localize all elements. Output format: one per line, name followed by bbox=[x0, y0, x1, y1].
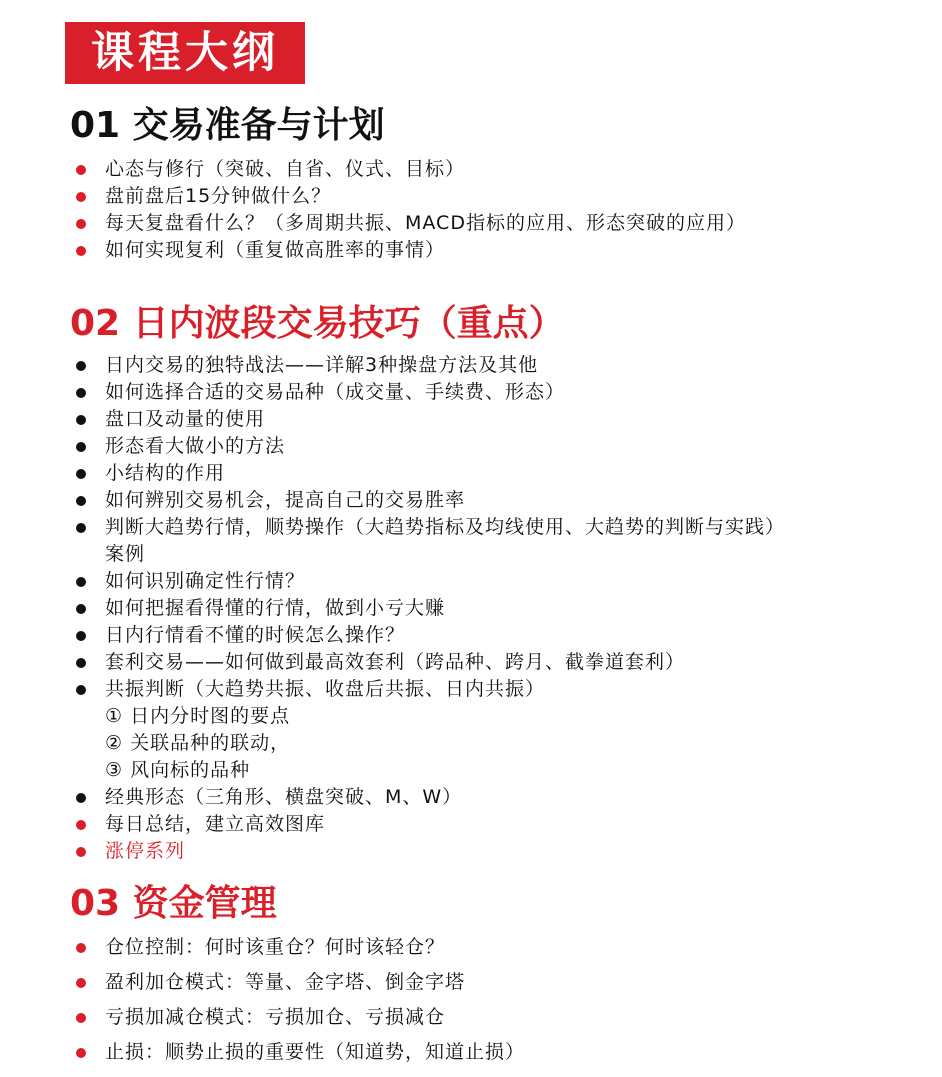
section-1-list bbox=[70, 156, 920, 264]
list-item: 盈利加仓模式：等量、金字塔、倒金字塔 bbox=[70, 965, 920, 1000]
list-item: 亏损加减仓模式：亏损加仓、亏损减仓 bbox=[70, 1000, 920, 1035]
section-1-title: 01 交易准备与计划 bbox=[70, 105, 385, 146]
list-item: 涨停系列 bbox=[70, 838, 920, 865]
list-item: 如何实现复利（重复做高胜率的事情） bbox=[70, 237, 920, 264]
list-item: 每日总结，建立高效图库 bbox=[70, 811, 920, 838]
bullet-icon bbox=[76, 847, 86, 857]
section-3-title: 03 资金管理 bbox=[70, 883, 277, 924]
list-item: 小结构的作用 bbox=[70, 460, 920, 487]
bullet-icon bbox=[76, 604, 86, 614]
list-item: 日内交易的独特战法——详解3种操盘方法及其他 bbox=[70, 352, 920, 379]
bullet-icon bbox=[76, 165, 86, 175]
list-item: 如何辨别交易机会，提高自己的交易胜率 bbox=[70, 487, 920, 514]
list-item: 如何识别确定性行情？ bbox=[70, 568, 920, 595]
list-item: 判断大趋势行情，顺势操作（大趋势指标及均线使用、大趋势的判断与实践） 案例 bbox=[70, 514, 920, 568]
bullet-icon bbox=[76, 577, 86, 587]
list-item: 每天复盘看什么？（多周期共振、MACD指标的应用、形态突破的应用） bbox=[70, 210, 920, 237]
list-item: 套利交易——如何做到最高效套利（跨品种、跨月、截拳道套利） bbox=[70, 649, 920, 676]
sub-item: ① 日内分时图的要点 bbox=[105, 705, 291, 727]
section-2-list bbox=[70, 352, 920, 865]
sub-item: ② 关联品种的联动， bbox=[105, 732, 291, 754]
sub-item: ③ 风向标的品种 bbox=[105, 759, 251, 781]
list-item: 止损：顺势止损的重要性（知道势，知道止损） bbox=[70, 1035, 920, 1070]
bullet-icon bbox=[76, 361, 86, 371]
list-item: 仓位控制：何时该重仓？何时该轻仓？ bbox=[70, 930, 920, 965]
bullet-icon bbox=[76, 820, 86, 830]
list-item: 盘前盘后15分钟做什么？ bbox=[70, 183, 920, 210]
list-item: 经典形态（三角形、横盘突破、M、W） bbox=[70, 784, 920, 811]
bullet-icon bbox=[76, 943, 86, 953]
bullet-icon bbox=[76, 1048, 86, 1058]
bullet-icon bbox=[76, 978, 86, 988]
bullet-icon bbox=[76, 192, 86, 202]
section-2-title: 02 日内波段交易技巧（重点） bbox=[70, 303, 565, 344]
bullet-icon bbox=[76, 496, 86, 506]
bullet-icon bbox=[76, 658, 86, 668]
list-item: 共振判断（大趋势共振、收盘后共振、日内共振） ① 日内分时图的要点 ② 关联品种的联动， ③ 风向标的品种 bbox=[70, 676, 920, 784]
bullet-icon bbox=[76, 793, 86, 803]
bullet-icon bbox=[76, 415, 86, 425]
section-3-list bbox=[70, 930, 920, 1070]
bullet-icon bbox=[76, 219, 86, 229]
header-banner bbox=[65, 22, 305, 84]
list-item: 如何把握看得懂的行情，做到小亏大赚 bbox=[70, 595, 920, 622]
list-item: 如何选择合适的交易品种（成交量、手续费、形态） bbox=[70, 379, 920, 406]
bullet-icon bbox=[76, 685, 86, 695]
list-item-continuation: 案例 bbox=[105, 543, 146, 565]
bullet-icon bbox=[76, 631, 86, 641]
list-item: 心态与修行（突破、自省、仪式、目标） bbox=[70, 156, 920, 183]
bullet-icon bbox=[76, 469, 86, 479]
bullet-icon bbox=[76, 442, 86, 452]
list-item: 盘口及动量的使用 bbox=[70, 406, 920, 433]
bullet-icon bbox=[76, 388, 86, 398]
list-item: 形态看大做小的方法 bbox=[70, 433, 920, 460]
list-item: 日内行情看不懂的时候怎么操作？ bbox=[70, 622, 920, 649]
bullet-icon bbox=[76, 1013, 86, 1023]
page-title: 课程大纲 bbox=[91, 27, 279, 78]
bullet-icon bbox=[76, 246, 86, 256]
bullet-icon bbox=[76, 523, 86, 533]
